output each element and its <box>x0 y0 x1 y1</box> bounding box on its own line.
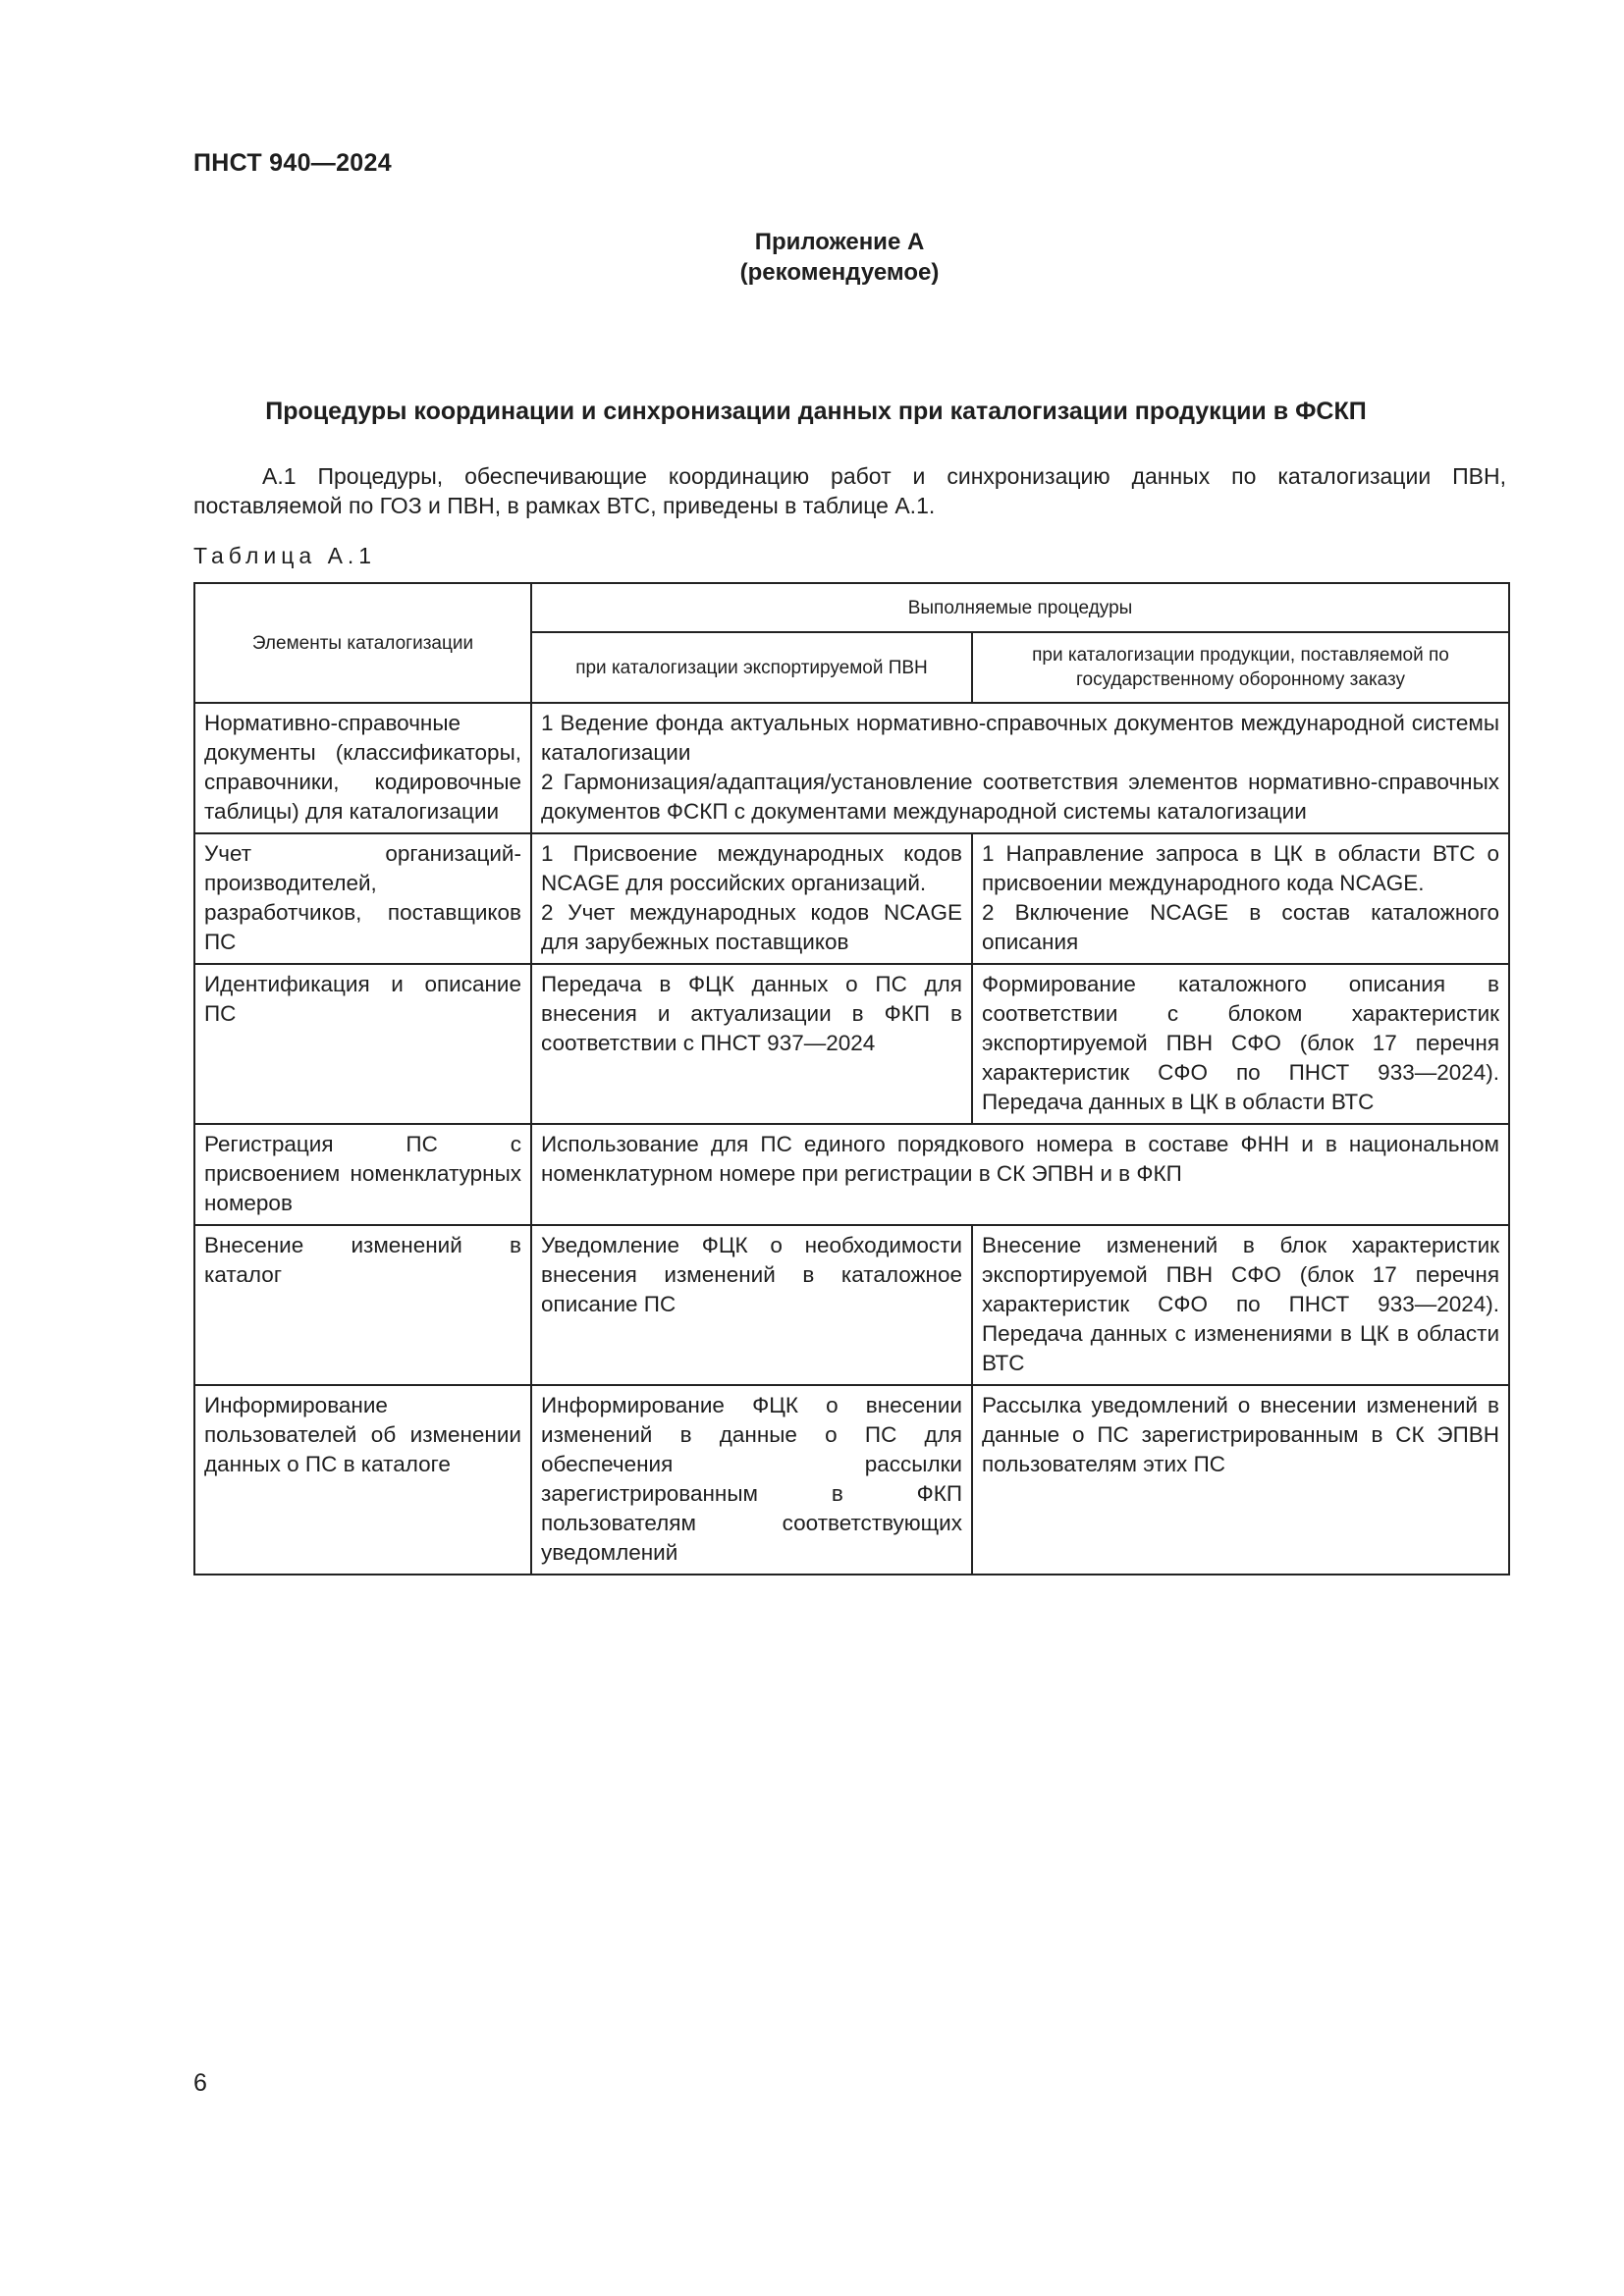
header-elements: Элементы каталогизации <box>194 583 531 703</box>
header-export: при каталогизации экспортируемой ПВН <box>531 632 972 703</box>
table-row <box>194 1225 1509 1385</box>
element-cell: Идентификация и описание ПС <box>194 964 531 1124</box>
procedure-text: Уведомление ФЦК о необходимости внесения изменений в каталожное описание ПС <box>541 1233 962 1316</box>
header-goz: при каталогизации продукции, поставляемой по государственному оборонному заказу <box>972 632 1509 703</box>
merged-procedure-cell <box>531 1124 1509 1225</box>
procedure-text: 2 Включение NCAGE в состав каталожного описания <box>982 900 1500 954</box>
procedure-text: Использование для ПС единого порядкового номера в составе ФНН и в национальном номенклатурном номере при регистрации в СК ЭПВН и в ФКП <box>541 1132 1500 1186</box>
export-procedure-cell <box>531 964 972 1124</box>
table-caption: Таблица А.1 <box>193 543 377 568</box>
procedure-text: Передача в ФЦК данных о ПС для внесения и актуализации в ФКП в соответствии с ПНСТ 937—2024 <box>541 972 962 1055</box>
export-procedure-cell <box>531 833 972 964</box>
table-header-row <box>194 583 1509 632</box>
procedure-text: Внесение изменений в блок характеристик экспортируемой ПВН СФО (блок 17 перечня характеристик СФО по ПНСТ 933—2024). Передача данных с изменениями в ЦК в области ВТС <box>982 1233 1500 1375</box>
merged-procedure-cell <box>531 703 1509 833</box>
procedure-text: 2 Учет международных кодов NCAGE для зарубежных поставщиков <box>541 900 962 954</box>
table-row <box>194 964 1509 1124</box>
procedure-text: 1 Ведение фонда актуальных нормативно-справочных документов международной системы каталогизации <box>541 711 1500 765</box>
document-code: ПНСТ 940—2024 <box>193 149 392 177</box>
section-title: Процедуры координации и синхронизации данных при каталогизации продукции в ФСКП <box>265 398 1367 425</box>
intro-paragraph: А.1 Процедуры, обеспечивающие координацию работ и синхронизацию данных по каталогизации ПВН, поставляемой по ГОЗ и ПВН, в рамках ВТС, приведены в таблице А.1. <box>193 463 1506 518</box>
element-cell: Информирование пользователей об изменении данных о ПС в каталоге <box>194 1385 531 1575</box>
goz-procedure-cell <box>972 1225 1509 1385</box>
procedure-text: 1 Присвоение международных кодов NCAGE для российских организаций. <box>541 841 962 895</box>
goz-procedure-cell <box>972 1385 1509 1575</box>
table-row <box>194 703 1509 833</box>
table-row <box>194 1124 1509 1225</box>
procedure-text: Формирование каталожного описания в соответствии с блоком характеристик экспортируемой ПВН СФО (блок 17 перечня характеристик СФО по ПНСТ 933—2024). Передача данных в ЦК в области ВТС <box>982 972 1500 1114</box>
procedures-table <box>193 582 1510 1575</box>
element-cell: Регистрация ПС с присвоением номенклатурных номеров <box>194 1124 531 1225</box>
export-procedure-cell <box>531 1385 972 1575</box>
appendix-title: Приложение А <box>754 229 925 255</box>
element-cell: Учет организаций-производителей, разработчиков, поставщиков ПС <box>194 833 531 964</box>
table-row <box>194 1385 1509 1575</box>
procedure-text: Информирование ФЦК о внесении изменений в данные о ПС для обеспечения рассылки зарегистрированным в ФКП пользователям соответствующих уведомлений <box>541 1393 962 1565</box>
procedure-text: 2 Гармонизация/адаптация/установление соответствия элементов нормативно-справочных документов ФСКП с документами международной системы каталогизации <box>541 770 1500 824</box>
goz-procedure-cell <box>972 964 1509 1124</box>
page-number: 6 <box>193 2069 207 2097</box>
goz-procedure-cell <box>972 833 1509 964</box>
procedure-text: Рассылка уведомлений о внесении изменений в данные о ПС зарегистрированным в СК ЭПВН пользователям этих ПС <box>982 1393 1500 1476</box>
header-procedures: Выполняемые процедуры <box>531 583 1509 632</box>
element-cell: Нормативно-справочные документы (классификаторы, справочники, кодировочные таблицы) для каталогизации <box>194 703 531 833</box>
procedure-text: 1 Направление запроса в ЦК в области ВТС о присвоении международного кода NCAGE. <box>982 841 1500 895</box>
table-row <box>194 833 1509 964</box>
appendix-status: (рекомендуемое) <box>739 259 940 286</box>
element-cell: Внесение изменений в каталог <box>194 1225 531 1385</box>
export-procedure-cell <box>531 1225 972 1385</box>
